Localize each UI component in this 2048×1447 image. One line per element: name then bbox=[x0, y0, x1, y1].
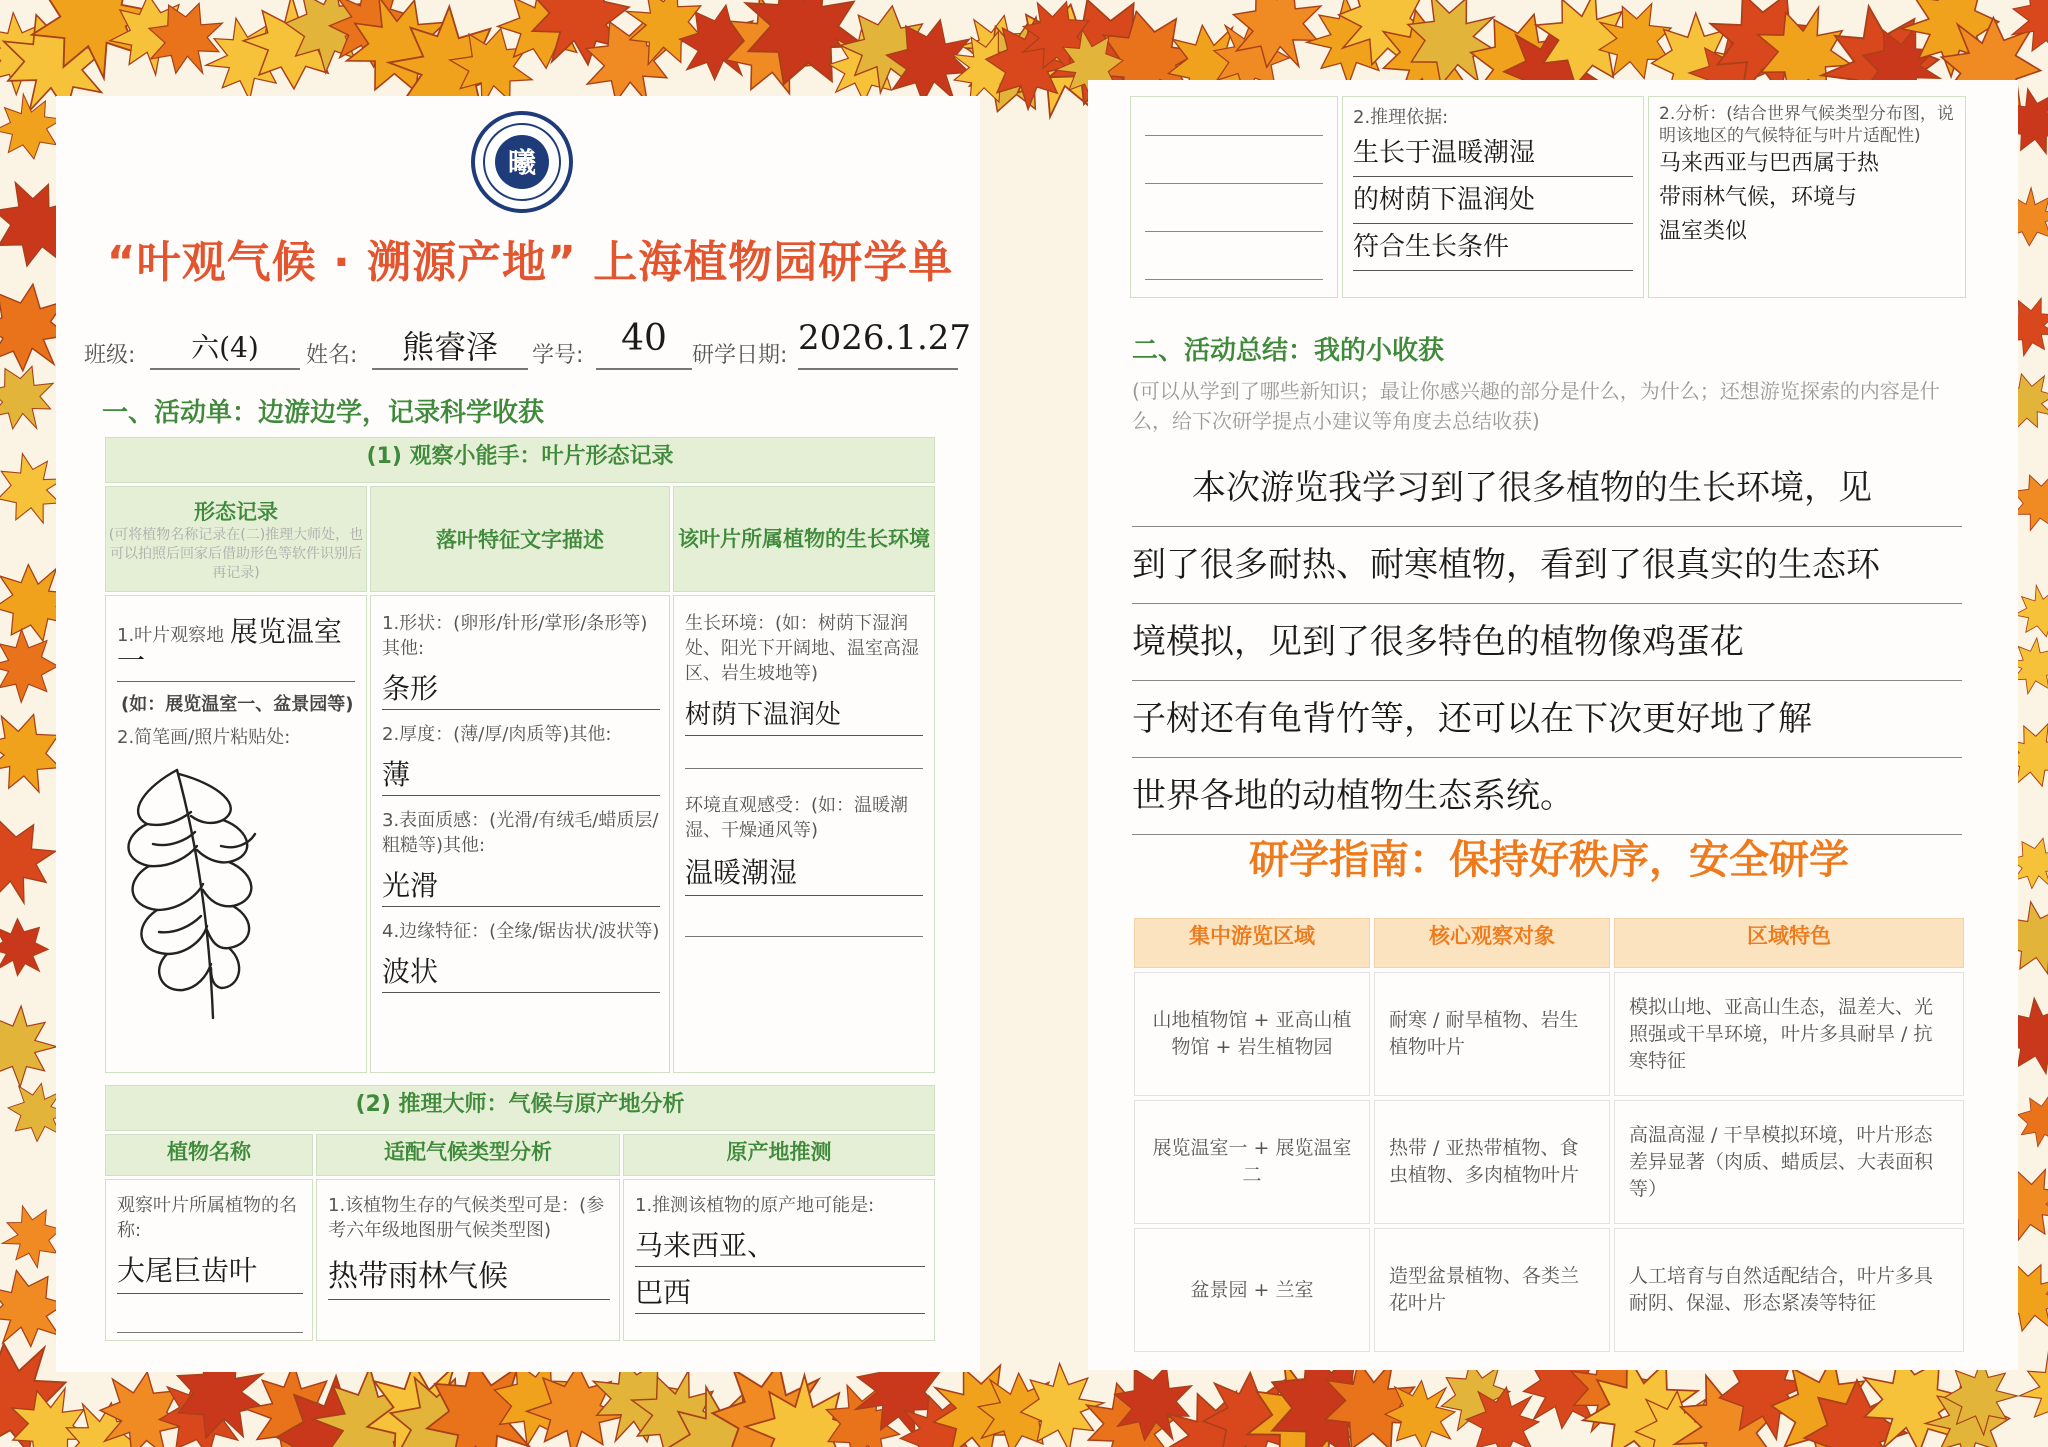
section2-note: (可以从学到了哪些新知识；最让你感兴趣的部分是什么，为什么；还想游览探索的内容是什么，给下次研学提点小建议等角度去总结收获) bbox=[1132, 379, 1940, 433]
plant-name-cell bbox=[105, 1179, 313, 1341]
plant-name-answer[interactable]: 大尾巨齿叶 bbox=[117, 1249, 303, 1294]
observe-place-value[interactable]: 展览温室一 bbox=[117, 615, 342, 677]
environment-question: 生长环境：(如：树荫下湿润处、阳光下开阔地、温室高湿区、岩生坡地等) bbox=[685, 613, 919, 684]
analysis-label: 2.分析：(结合世界气候类型分布图，说明该地区的气候特征与叶片适配性) bbox=[1659, 104, 1954, 146]
climate-answer[interactable]: 热带雨林气候 bbox=[328, 1251, 610, 1300]
name-field[interactable]: 熊睿泽 bbox=[372, 322, 528, 370]
guide-cell-features: 模拟山地、亚高山生态，温差大、光照强或干旱环境，叶片多具耐旱 / 抗寒特征 bbox=[1614, 972, 1964, 1096]
maple-leaf-icon bbox=[0, 905, 62, 991]
analysis-line[interactable]: 马来西亚与巴西属于热 bbox=[1659, 151, 1880, 176]
guide-cell-features: 高温高湿 / 干旱模拟环境，叶片形态差异显著（肉质、蜡质层、大表面积等） bbox=[1614, 1100, 1964, 1224]
student-id-label: 学号: bbox=[532, 343, 584, 368]
name-label: 姓名: bbox=[306, 343, 358, 368]
leaf-sketch-drawing bbox=[117, 756, 317, 1026]
summary-area bbox=[1132, 450, 1962, 835]
basis-line[interactable]: 的树荫下温润处 bbox=[1353, 177, 1633, 224]
table2-title: (2) 推理大师：气候与原产地分析 bbox=[105, 1085, 935, 1131]
page-title: “叶观气候 · 溯源产地” 上海植物园研学单 bbox=[106, 237, 954, 288]
observe-place-example: (如：展览温室一、盆景园等) bbox=[121, 694, 354, 715]
class-field[interactable]: 六(4) bbox=[150, 326, 300, 370]
study-guide-table bbox=[1130, 914, 1968, 1356]
col-header-climate: 适配气候类型分析 bbox=[316, 1134, 620, 1176]
origin-answer-line2[interactable]: 巴西 bbox=[635, 1271, 925, 1314]
environment-feel-question: 环境直观感受：(如：温暖潮湿、干燥通风等) bbox=[685, 795, 909, 841]
guide-title: 研学指南：保持好秩序，安全研学 bbox=[1249, 837, 1849, 883]
guide-cell-objects: 耐寒 / 耐旱植物、岩生植物叶片 bbox=[1374, 972, 1610, 1096]
class-label: 班级: bbox=[84, 343, 136, 368]
observe-place-label: 1.叶片观察地 bbox=[117, 625, 225, 646]
guide-cell-features: 人工培育与自然适配结合，叶片多具耐阴、保湿、形态紧凑等特征 bbox=[1614, 1228, 1964, 1352]
leaf-observation-table bbox=[102, 434, 938, 1076]
climate-question: 1.该植物生存的气候类型可是：(参考六年级地图册气候类型图) bbox=[328, 1195, 605, 1241]
plant-name-question: 观察叶片所属植物的名称: bbox=[117, 1195, 297, 1241]
date-label: 研学日期: bbox=[692, 343, 788, 368]
date-field[interactable]: 2026.1.27 bbox=[798, 318, 958, 370]
maple-leaf-icon bbox=[0, 1006, 57, 1088]
col-header-origin: 原产地推测 bbox=[623, 1134, 935, 1176]
summary-line[interactable]: 到了很多耐热、耐寒植物，看到了很真实的生态环 bbox=[1132, 527, 1962, 604]
col-header-form-label: 形态记录 bbox=[194, 500, 278, 524]
school-logo-seal bbox=[470, 110, 574, 214]
analysis-line[interactable]: 温室类似 bbox=[1659, 219, 1748, 244]
form-record-cell bbox=[105, 595, 367, 1073]
summary-line[interactable]: 境模拟，见到了很多特色的植物像鸡蛋花 bbox=[1132, 604, 1962, 681]
feature-answer[interactable]: 光滑 bbox=[382, 864, 660, 907]
guide-cell-area: 展览温室一 + 展览温室二 bbox=[1134, 1100, 1370, 1224]
climate-cell bbox=[316, 1179, 620, 1341]
feature-question: 1.形状：(卵形/针形/掌形/条形等)其他: bbox=[382, 613, 648, 659]
environment-feel-answer[interactable]: 温暖潮湿 bbox=[685, 851, 923, 896]
basis-cell bbox=[1342, 96, 1644, 298]
student-id-field[interactable]: 40 bbox=[596, 318, 692, 370]
analysis-line[interactable]: 带雨林气候，环境与 bbox=[1659, 185, 1858, 210]
maple-leaf-icon bbox=[2014, 1347, 2048, 1434]
col-header-form-note: (可将植物名称记录在(二)推理大师处，也可以拍照后回家后借助形色等软件识别后再记录) bbox=[108, 527, 364, 581]
feature-answer[interactable]: 波状 bbox=[382, 950, 660, 993]
leaf-features-cell bbox=[370, 595, 670, 1073]
guide-row bbox=[1134, 1100, 1964, 1224]
section1-heading: 一、活动单：边游边学，记录科学收获 bbox=[102, 398, 545, 428]
feature-question: 4.边缘特征：(全缘/锯齿状/波状等) bbox=[382, 921, 660, 942]
col-header-plant-name: 植物名称 bbox=[105, 1134, 313, 1176]
guide-header-objects: 核心观察对象 bbox=[1374, 918, 1610, 968]
feature-answer[interactable]: 薄 bbox=[382, 753, 660, 796]
summary-line[interactable]: 子树还有龟背竹等，还可以在下次更好地了解 bbox=[1132, 681, 1962, 758]
col-header-features: 落叶特征文字描述 bbox=[370, 486, 670, 592]
table1-title: (1) 观察小能手：叶片形态记录 bbox=[105, 437, 935, 483]
feature-answer[interactable]: 条形 bbox=[382, 667, 660, 710]
svg-text:曦: 曦 bbox=[507, 146, 537, 179]
origin-cell bbox=[623, 1179, 935, 1341]
feature-question: 3.表面质感：(光滑/有绒毛/蜡质层/粗糙等)其他: bbox=[382, 810, 659, 856]
col-header-environment: 该叶片所属植物的生长环境 bbox=[673, 486, 935, 592]
guide-cell-area: 盆景园 + 兰室 bbox=[1134, 1228, 1370, 1352]
guide-row bbox=[1134, 1228, 1964, 1352]
continuation-col-blank bbox=[1130, 96, 1338, 298]
summary-line[interactable]: 本次游览我学习到了很多植物的生长环境，见 bbox=[1132, 450, 1962, 527]
basis-label: 2.推理依据: bbox=[1353, 107, 1449, 128]
analysis-cell bbox=[1648, 96, 1966, 298]
basis-line[interactable]: 生长于温暖潮湿 bbox=[1353, 130, 1633, 177]
sketch-label: 2.简笔画/照片粘贴处: bbox=[117, 727, 291, 748]
environment-answer[interactable]: 树荫下温润处 bbox=[685, 694, 923, 736]
col-header-form bbox=[105, 486, 367, 592]
guide-cell-objects: 造型盆景植物、各类兰花叶片 bbox=[1374, 1228, 1610, 1352]
guide-cell-area: 山地植物馆 + 亚高山植物馆 + 岩生植物园 bbox=[1134, 972, 1370, 1096]
guide-cell-objects: 热带 / 亚热带植物、食虫植物、多肉植物叶片 bbox=[1374, 1100, 1610, 1224]
climate-origin-table bbox=[102, 1082, 938, 1344]
guide-row bbox=[1134, 972, 1964, 1096]
environment-cell bbox=[673, 595, 935, 1073]
guide-header-features: 区域特色 bbox=[1614, 918, 1964, 968]
continuation-table bbox=[1130, 96, 1966, 302]
basis-line[interactable]: 符合生长条件 bbox=[1353, 224, 1633, 271]
guide-header-area: 集中游览区域 bbox=[1134, 918, 1370, 968]
origin-question: 1.推测该植物的原产地可能是: bbox=[635, 1195, 875, 1216]
origin-answer-line1[interactable]: 马来西亚、 bbox=[635, 1224, 925, 1267]
summary-line[interactable]: 世界各地的动植物生态系统。 bbox=[1132, 758, 1962, 835]
maple-leaf-icon bbox=[0, 629, 58, 702]
feature-question: 2.厚度：(薄/厚/肉质等)其他: bbox=[382, 724, 612, 745]
section2-heading: 二、活动总结：我的小收获 bbox=[1132, 336, 1445, 366]
